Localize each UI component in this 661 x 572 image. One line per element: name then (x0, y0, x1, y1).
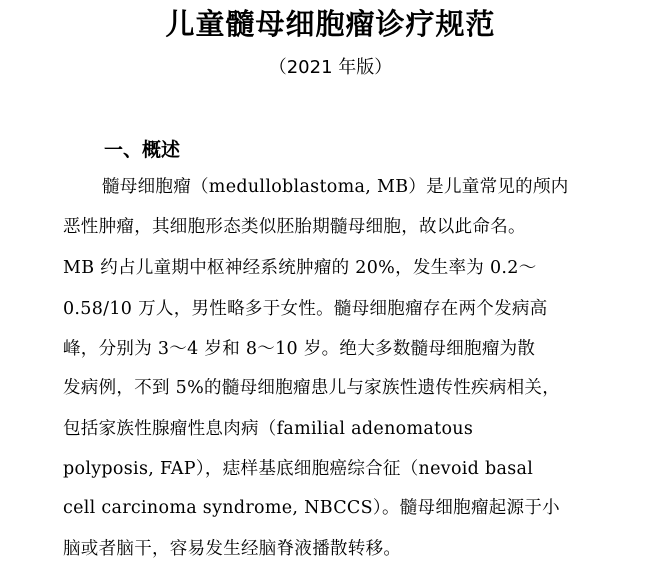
paragraph-line: 脑或者脑干，容易发生经脑脊液播散转移。 (63, 539, 402, 559)
paragraph-line: 0.58/10 万人，男性略多于女性。髓母细胞瘤存在两个发病高 (63, 299, 548, 319)
document-subtitle: （2021 年版） (268, 57, 393, 78)
paragraph-line: 包括家族性腺瘤性息肉病（familial adenomatous (63, 419, 474, 439)
paragraph-line: cell carcinoma syndrome, NBCCS）。髓母细胞瘤起源于小 (63, 498, 560, 518)
paragraph-line: 峰，分别为 3～4 岁和 8～10 岁。绝大多数髓母细胞瘤为散 (63, 339, 536, 359)
paragraph-line: 恶性肿瘤，其细胞形态类似胚胎期髓母细胞，故以此命名。 (63, 217, 526, 237)
section-heading: 一、概述 (104, 139, 181, 161)
paragraph-line: 髓母细胞瘤（medulloblastoma, MB）是儿童常见的颅内 (102, 177, 569, 197)
paragraph-line: 发病例，不到 5%的髓母细胞瘤患儿与家族性遗传性疾病相关， (63, 378, 561, 398)
document-title: 儿童髓母细胞瘤诊疗规范 (165, 7, 496, 41)
paragraph-line: MB 约占儿童期中枢神经系统肿瘤的 20%，发生率为 0.2～ (63, 258, 537, 278)
paragraph-line: polyposis, FAP），痣样基底细胞癌综合征（nevoid basal (63, 459, 534, 479)
